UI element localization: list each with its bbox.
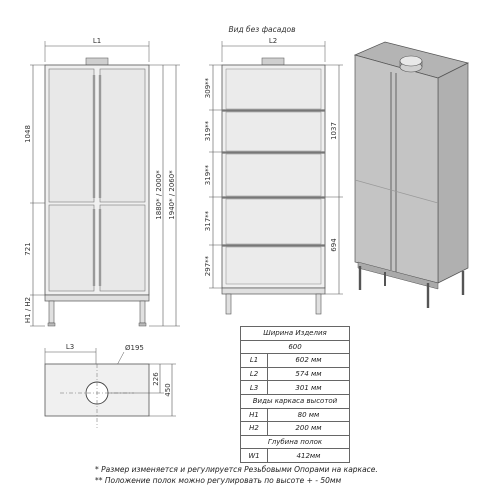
top-dim-depth: 450 <box>164 383 172 397</box>
front-dim-total-b: 1940* / 2060* <box>168 170 176 220</box>
open-dim-lower: 694 <box>330 238 338 252</box>
top-view <box>45 343 176 428</box>
spec-width-value: 600 <box>241 340 350 354</box>
shelf-gap-label: 317** <box>204 210 212 232</box>
door-top-right <box>100 69 145 202</box>
door-bottom-left <box>49 205 94 291</box>
open-dim-upper: 1037 <box>330 122 338 140</box>
spec-depth-header: Глубина полок <box>241 435 350 449</box>
shelf-gap-label: 319** <box>204 164 212 186</box>
top-width-label: L3 <box>65 343 75 351</box>
isometric-view <box>355 42 468 308</box>
open-view-title: Вид без фасадов <box>228 25 296 34</box>
open-vent-pipe <box>262 58 284 65</box>
spec-key: H2 <box>241 422 268 436</box>
shelf-gap-label: 309** <box>204 77 212 99</box>
hole-diameter-label: Ø195 <box>125 344 144 352</box>
spec-key: L2 <box>241 367 268 381</box>
spec-key: L3 <box>241 381 268 395</box>
spec-width-header: Ширина Изделия <box>241 327 350 341</box>
spec-value: 574 мм <box>268 367 350 381</box>
footnote-adjustable: * Размер изменяется и регулируется Резьбовыми Опорами на каркасе. <box>95 465 378 474</box>
spec-key: W1 <box>241 449 268 463</box>
spec-value: 200 мм <box>268 422 350 436</box>
spec-key: L1 <box>241 354 268 368</box>
shelf-gap-label: 319** <box>204 120 212 142</box>
spec-table <box>240 326 350 463</box>
spec-value: 80 мм <box>268 408 350 422</box>
front-vent-pipe <box>86 58 108 65</box>
top-dim-inner: 226 <box>152 372 160 386</box>
footnotes <box>95 464 378 486</box>
front-base-frame <box>45 295 149 301</box>
open-width-label: L2 <box>268 37 278 45</box>
front-width-label: L1 <box>92 37 102 45</box>
door-bottom-right <box>100 205 145 291</box>
spec-value: 412мм <box>268 449 350 463</box>
front-dim-total-a: 1880* / 2000* <box>155 170 163 220</box>
shelf-gap-label: 297** <box>204 255 212 277</box>
spec-key: H1 <box>241 408 268 422</box>
door-top-left <box>49 69 94 202</box>
front-view <box>24 37 180 326</box>
spec-value: 301 мм <box>268 381 350 395</box>
open-view <box>204 25 343 314</box>
front-dim-upper: 1048 <box>24 125 32 143</box>
spec-value: 602 мм <box>268 354 350 368</box>
spec-frame-header: Виды каркаса высотой <box>241 394 350 408</box>
footnote-shelves: ** Положение полок можно регулировать по высоте + - 50мм <box>95 476 342 485</box>
front-dim-base: H1 / H2 <box>24 296 32 324</box>
front-dim-lower: 721 <box>24 242 32 256</box>
